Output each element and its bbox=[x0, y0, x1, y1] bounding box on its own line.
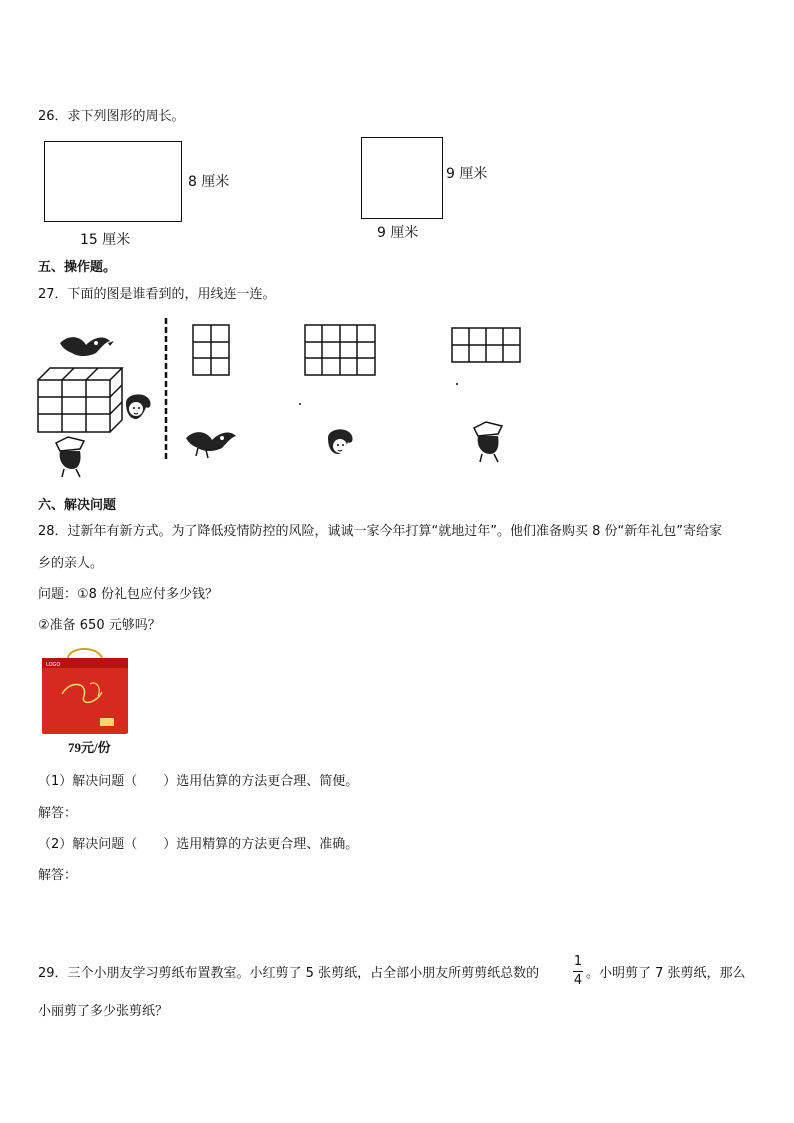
child-face-icon bbox=[328, 429, 353, 454]
fraction-denominator: 4 bbox=[573, 973, 583, 988]
q28-stem-line1: 28．过新年有新方式。为了降低疫情防控的风险，诚诚一家今年打算“就地过年”。他们准备购买 8 份“新年礼包”寄给家 bbox=[38, 524, 723, 539]
view-grid-1 bbox=[193, 325, 229, 375]
fraction-bar bbox=[573, 971, 583, 972]
square-figure bbox=[361, 137, 443, 219]
gift-box-logo: LOGO bbox=[46, 662, 61, 668]
square-side-label: 9 厘米 bbox=[446, 166, 488, 182]
gift-box-image bbox=[40, 644, 130, 736]
view-grid-2 bbox=[305, 325, 375, 375]
rect-width-label: 15 厘米 bbox=[80, 232, 131, 248]
q28-answer2: 解答： bbox=[38, 868, 78, 883]
child-face-icon bbox=[126, 394, 151, 419]
q29-line2: 小丽剪了多少张剪纸？ bbox=[38, 1004, 169, 1019]
q28-answer1: 解答： bbox=[38, 806, 78, 821]
q28-part1: （1）解决问题（ ）选用估算的方法更合理、简便。 bbox=[38, 774, 359, 789]
q29-fraction bbox=[572, 954, 584, 989]
hat-person-icon bbox=[56, 437, 84, 477]
q28-question1: 问题：①8 份礼包应付多少钱？ bbox=[38, 587, 219, 602]
view-grid-3 bbox=[452, 328, 520, 362]
q29-line1-before: 29．三个小朋友学习剪纸布置教室。小红剪了 5 张剪纸，占全部小朋友所剪剪纸总数的 bbox=[38, 966, 540, 981]
bird-icon bbox=[60, 337, 114, 356]
rectangle-figure bbox=[44, 141, 182, 222]
fraction-numerator: 1 bbox=[573, 954, 583, 969]
q28-part2: （2）解决问题（ ）选用精算的方法更合理、准确。 bbox=[38, 837, 359, 852]
hat-person-icon bbox=[474, 422, 502, 462]
q29-line1-after: 。小明剪了 7 张剪纸，那么 bbox=[586, 966, 746, 981]
q27-illustration bbox=[0, 300, 794, 490]
bird-icon bbox=[186, 432, 236, 458]
cube-stack bbox=[38, 368, 122, 432]
price-label: 79元/份 bbox=[68, 740, 111, 755]
q26-stem: 26．求下列图形的周长。 bbox=[38, 109, 185, 124]
q27-stem: 27．下面的图是谁看到的，用线连一连。 bbox=[38, 287, 276, 302]
section5-title: 五、操作题。 bbox=[38, 260, 117, 275]
q28-question2: ②准备 650 元够吗？ bbox=[38, 618, 161, 633]
square-bottom-label: 9 厘米 bbox=[377, 225, 419, 241]
rect-height-label: 8 厘米 bbox=[188, 174, 230, 190]
q28-stem-line2: 乡的亲人。 bbox=[38, 556, 104, 571]
section6-title: 六、解决问题 bbox=[38, 498, 117, 513]
